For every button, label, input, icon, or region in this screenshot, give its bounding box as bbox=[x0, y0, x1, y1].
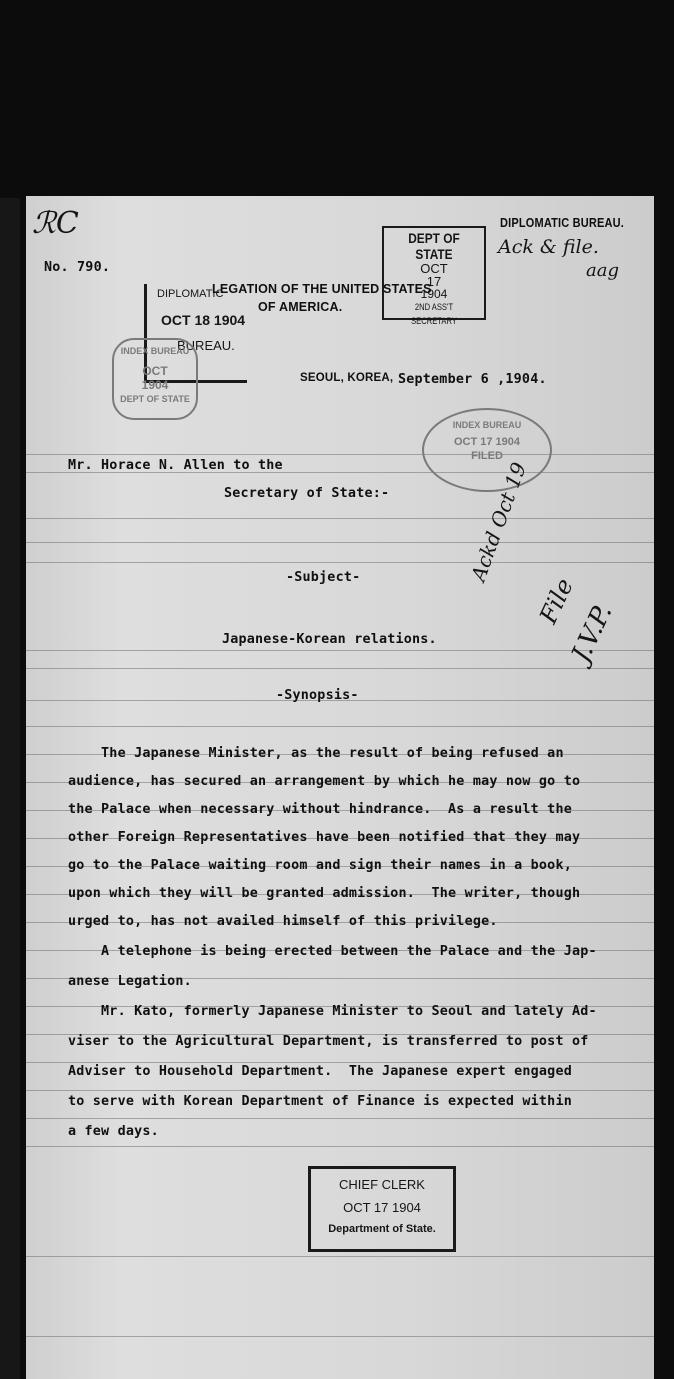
dept-state-stamp-office: 2ND ASS'T SECRETARY bbox=[411, 302, 457, 327]
octagon-stamp-line4: DEPT OF STATE bbox=[120, 394, 190, 404]
chief-clerk-line3: Department of State. bbox=[328, 1223, 436, 1235]
dipl-stamp-date: OCT 18 1904 bbox=[161, 312, 246, 328]
address-from: Mr. Horace N. Allen to the bbox=[68, 458, 283, 473]
subject-text: Japanese-Korean relations. bbox=[222, 632, 437, 647]
dept-state-stamp bbox=[382, 226, 486, 327]
oval-stamp-line1: INDEX BUREAU bbox=[452, 420, 522, 430]
dept-state-stamp-line1: DEPT OF STATE bbox=[408, 230, 460, 262]
body-line: The Japanese Minister, as the result of being refused an bbox=[68, 746, 564, 761]
index-bureau-octagon-stamp bbox=[112, 338, 198, 420]
body-line: viser to the Agricultural Department, is transferred to post of bbox=[68, 1034, 589, 1049]
chief-clerk-stamp bbox=[308, 1166, 456, 1252]
body-line: to serve with Korean Department of Finance is expected within bbox=[68, 1094, 572, 1109]
place: SEOUL, KOREA, bbox=[300, 372, 394, 384]
legation-line-2: OF AMERICA. bbox=[258, 300, 343, 314]
octagon-stamp-year: 1904 bbox=[141, 378, 169, 392]
body-line: Adviser to Household Department. The Japanese expert engaged bbox=[68, 1064, 572, 1079]
despatch-number: No. 790. bbox=[44, 260, 111, 275]
bureau-heading: DIPLOMATIC BUREAU. bbox=[500, 216, 624, 230]
body-line: the Palace when necessary without hindrance. As a result the bbox=[68, 802, 572, 817]
document-page bbox=[26, 196, 654, 1379]
body-line: A telephone is being erected between the Palace and the Jap- bbox=[68, 944, 597, 959]
body-line: go to the Palace waiting room and sign their names in a book, bbox=[68, 858, 572, 873]
film-edge bbox=[0, 198, 20, 1379]
synopsis-heading: -Synopsis- bbox=[276, 688, 359, 703]
body-line: other Foreign Representatives have been notified that they may bbox=[68, 830, 581, 845]
dept-state-stamp-year: 1904 bbox=[420, 287, 448, 301]
index-bureau-oval-stamp bbox=[422, 408, 552, 492]
dept-state-stamp-month: OCT bbox=[420, 261, 448, 276]
dipl-stamp-line3: BUREAU. bbox=[177, 338, 235, 353]
initials-note: aag bbox=[586, 260, 619, 281]
ack-file-note: Ack & file. bbox=[498, 236, 599, 258]
chief-clerk-line1: CHIEF CLERK bbox=[339, 1177, 425, 1192]
margin-scribble: ℛC bbox=[32, 206, 79, 241]
octagon-stamp-month: OCT bbox=[142, 364, 168, 378]
body-line: audience, has secured an arrangement by which he may now go to bbox=[68, 774, 581, 789]
body-line: a few days. bbox=[68, 1124, 159, 1139]
oval-stamp-date: OCT 17 1904 bbox=[453, 436, 521, 448]
legation-line-1: LEGATION OF THE UNITED STATES bbox=[212, 282, 432, 296]
chief-clerk-date: OCT 17 1904 bbox=[343, 1200, 421, 1215]
oval-stamp-line3: FILED bbox=[471, 450, 503, 462]
octagon-stamp-line1: INDEX BUREAU bbox=[120, 346, 190, 356]
dept-state-stamp-day: 17 bbox=[426, 274, 442, 289]
file-note: File bbox=[534, 574, 579, 628]
body-line: urged to, has not availed himself of this privilege. bbox=[68, 914, 498, 929]
dipl-stamp-line1: DIPLOMATIC bbox=[157, 288, 224, 300]
jvp-initials: J.V.P. bbox=[566, 599, 619, 667]
letter-date: September 6 ,1904. bbox=[398, 372, 547, 387]
acknowledged-note: Ackd Oct 19 bbox=[466, 459, 532, 585]
subject-heading: -Subject- bbox=[286, 570, 361, 585]
body-line: anese Legation. bbox=[68, 974, 192, 989]
body-line: upon which they will be granted admission. The writer, though bbox=[68, 886, 581, 901]
address-to: Secretary of State:- bbox=[224, 486, 390, 501]
body-line: Mr. Kato, formerly Japanese Minister to Seoul and lately Ad- bbox=[68, 1004, 597, 1019]
